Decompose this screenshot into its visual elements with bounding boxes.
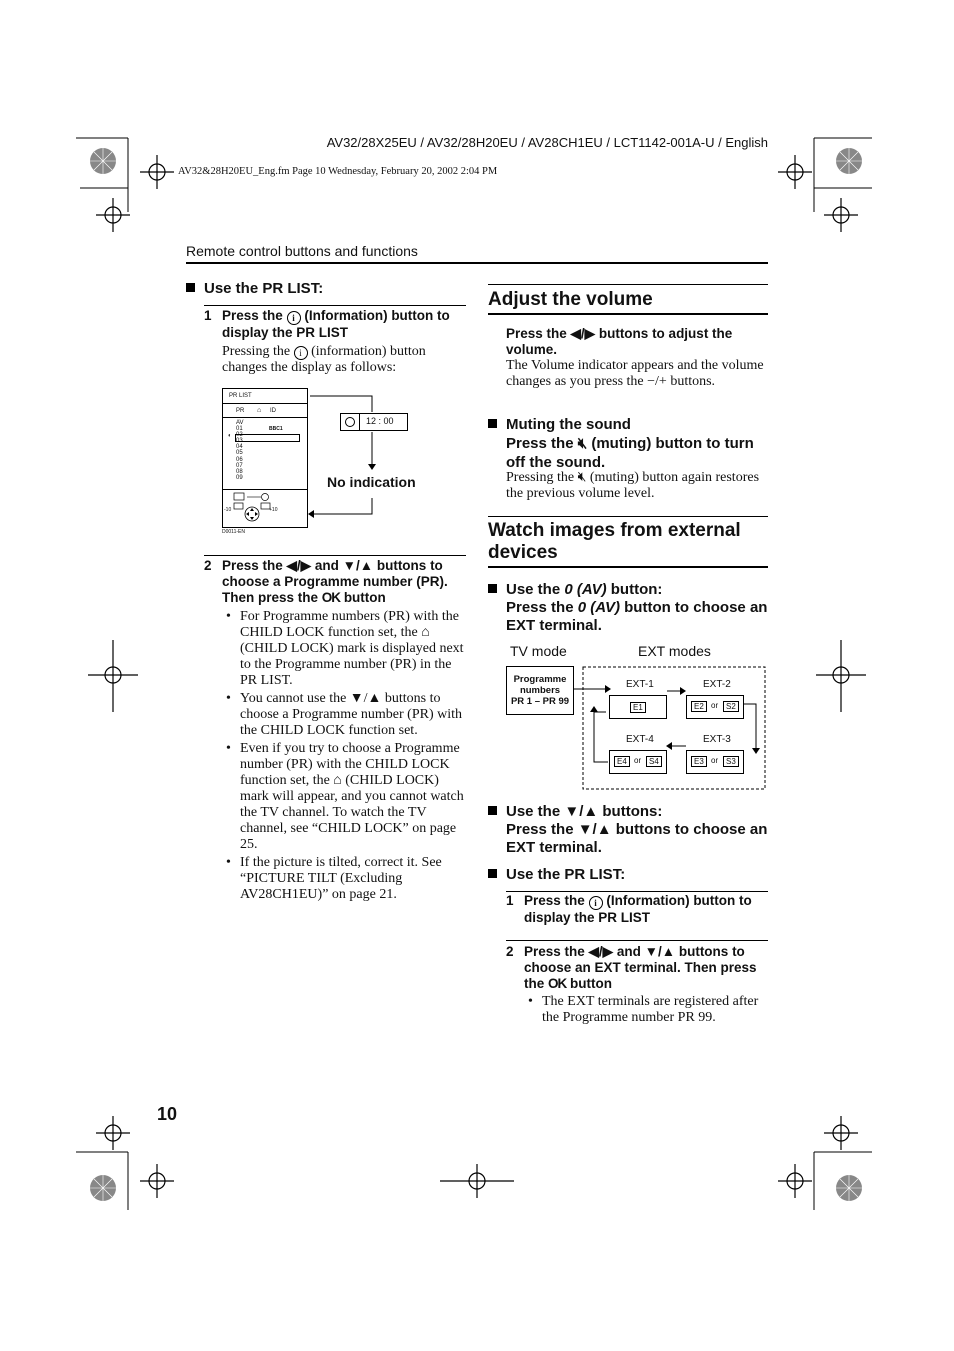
- ok-icon: OK: [321, 590, 341, 605]
- updown-heading: Use the ▼/▲ buttons:: [488, 803, 662, 820]
- ext1-screen: E1: [609, 695, 667, 719]
- mute-icon: 🔇︎: [577, 470, 587, 485]
- pr-row: 07: [236, 462, 243, 469]
- pr-list-title: PR LIST: [229, 393, 252, 399]
- ext-mode-diagram: [506, 642, 768, 792]
- pr-col-label: PR: [236, 408, 245, 414]
- bullet-item: • If the picture is tilted, correct it. See “PICTURE TILT (Excluding AV28CH1EU)” on page 21.: [226, 855, 466, 903]
- rule: [204, 555, 466, 556]
- id-value: BBC1: [269, 426, 283, 432]
- ext4-label: EXT-4: [626, 734, 654, 745]
- section-title: Remote control buttons and functions: [186, 243, 418, 259]
- left-step-1: 1 Press the i (Information) button to display the PR LIST: [204, 308, 450, 340]
- page-number: 10: [157, 1104, 178, 1124]
- minus10-label: -10: [224, 507, 232, 513]
- av-button-icon: 0 (AV): [564, 581, 607, 598]
- pr-row: 03: [236, 438, 243, 445]
- pr-list-screen: [222, 388, 308, 528]
- rule: [506, 891, 768, 892]
- file-info: AV32&28H20EU_Eng.fm Page 10 Wednesday, February 20, 2002 2:04 PM: [178, 166, 498, 177]
- muting-heading: Muting the sound: [488, 416, 631, 433]
- left-step-2: 2 Press the ◀/▶ and ▼/▲ buttons to choose a Programme number (PR). Then press the OK button: [204, 558, 448, 605]
- bullet-square: [186, 283, 195, 292]
- model-list: AV32/28X25EU / AV32/28H20EU / AV28CH1EU / LCT1142-001A-U / English: [326, 135, 768, 150]
- muting-step: Press the 🔇︎ (muting) button to turn off the sound.: [506, 435, 754, 471]
- left-step-2-bullets: [226, 609, 466, 905]
- rule: [488, 566, 768, 568]
- pr-row: 02: [236, 432, 243, 439]
- av-button-heading: Use the 0 (AV) button:: [488, 581, 768, 598]
- pr-row: AV: [236, 420, 244, 426]
- bullet-square: [488, 584, 497, 593]
- rule: [488, 284, 768, 285]
- rule: [488, 516, 768, 517]
- clock-icon: [341, 414, 360, 430]
- left-step-1-body: Pressing the i (information) button changes the display as follows:: [222, 344, 426, 375]
- volume-step: Press the ◀/▶ buttons to adjust the volume.: [506, 326, 733, 357]
- header-rule: [186, 262, 768, 264]
- pr-row: 08: [236, 468, 243, 475]
- tv-mode-label: TV mode: [510, 643, 567, 659]
- bullet-item: • Even if you try to choose a Programme number (PR) with the CHILD LOCK function set, the ⌂ (CHILD LOCK) mark will appear, and you cannot watch the TV channel. To watch the TV channel, see “CHILD LOCK” on page 25.: [226, 741, 466, 853]
- ext1-label: EXT-1: [626, 679, 654, 690]
- right-step-2: 2 Press the ◀/▶ and ▼/▲ buttons to choose an EXT terminal. Then press the OK button: [506, 944, 757, 991]
- selection-marker: ◐: [228, 433, 232, 439]
- ext2-label: EXT-2: [703, 679, 731, 690]
- pr-row: 01: [236, 426, 243, 433]
- volume-body: The Volume indicator appears and the volume changes as you press the −/+ buttons.: [506, 358, 764, 389]
- av-button-icon: 0 (AV): [577, 599, 620, 616]
- av-step: Press the 0 (AV) button to choose an EXT terminal.: [506, 599, 768, 634]
- pr-list-figure: [222, 388, 472, 538]
- external-devices-heading: Watch images from external devices: [488, 520, 741, 563]
- pr-row: 09: [236, 474, 243, 481]
- ext2-screen: E2 or S2: [686, 695, 744, 719]
- no-indication-label: No indication: [327, 474, 416, 490]
- right-step-1: 1 Press the i (Information) button to display the PR LIST: [506, 893, 752, 925]
- pr-row: 06: [236, 456, 243, 463]
- bullet-square: [488, 419, 497, 428]
- pr-row: 04: [236, 444, 243, 451]
- flow-arrows: [306, 388, 406, 523]
- clock-time: 12 : 00: [366, 416, 394, 426]
- plus10-label: +10: [269, 507, 278, 513]
- bullet-item: • The EXT terminals are registered after the Programme number PR 99.: [528, 994, 768, 1026]
- clock-display: [340, 413, 408, 431]
- ext3-label: EXT-3: [703, 734, 731, 745]
- ok-icon: OK: [548, 976, 567, 991]
- updown-step: Press the ▼/▲ buttons to choose an EXT terminal.: [506, 821, 768, 856]
- pr-row: 05: [236, 450, 243, 457]
- ext4-screen: E4 or S4: [609, 750, 667, 774]
- rule: [488, 313, 768, 315]
- use-pr-list-heading: Use the PR LIST:: [186, 280, 323, 297]
- mute-icon: 🔇︎: [577, 435, 588, 452]
- info-icon: i: [287, 311, 301, 325]
- pr-rows: [236, 420, 244, 481]
- adjust-volume-heading: Adjust the volume: [488, 289, 653, 310]
- right-step-2-bullet: [528, 994, 768, 1028]
- info-icon: i: [589, 896, 603, 910]
- info-icon: i: [294, 346, 308, 360]
- bullet-square: [488, 869, 497, 878]
- id-col-label: ID: [270, 408, 276, 414]
- remote-keypad-icon: [223, 491, 307, 525]
- figure-code: D0011-EN: [222, 529, 245, 535]
- rule: [506, 940, 768, 941]
- bullet-square: [488, 806, 497, 815]
- pr-cursor: [235, 434, 300, 445]
- right-pr-list-heading: Use the PR LIST:: [488, 866, 625, 883]
- bullet-item: • You cannot use the ▼/▲ buttons to choose a Programme number (PR) with the CHILD LOCK function set.: [226, 691, 466, 739]
- bullet-item: • For Programme numbers (PR) with the CHILD LOCK function set, the ⌂ (CHILD LOCK) mark is displayed next to the Programme number (PR) in the PR LIST.: [226, 609, 466, 689]
- muting-body: Pressing the 🔇︎ (muting) button again restores the previous volume level.: [506, 470, 760, 501]
- rule: [204, 305, 466, 306]
- child-lock-icon: ⌂: [257, 407, 262, 414]
- ext-modes-label: EXT modes: [638, 643, 711, 659]
- ext3-screen: E3 or S3: [686, 750, 744, 774]
- programme-numbers-box: Programme numbers PR 1 – PR 99: [506, 666, 574, 715]
